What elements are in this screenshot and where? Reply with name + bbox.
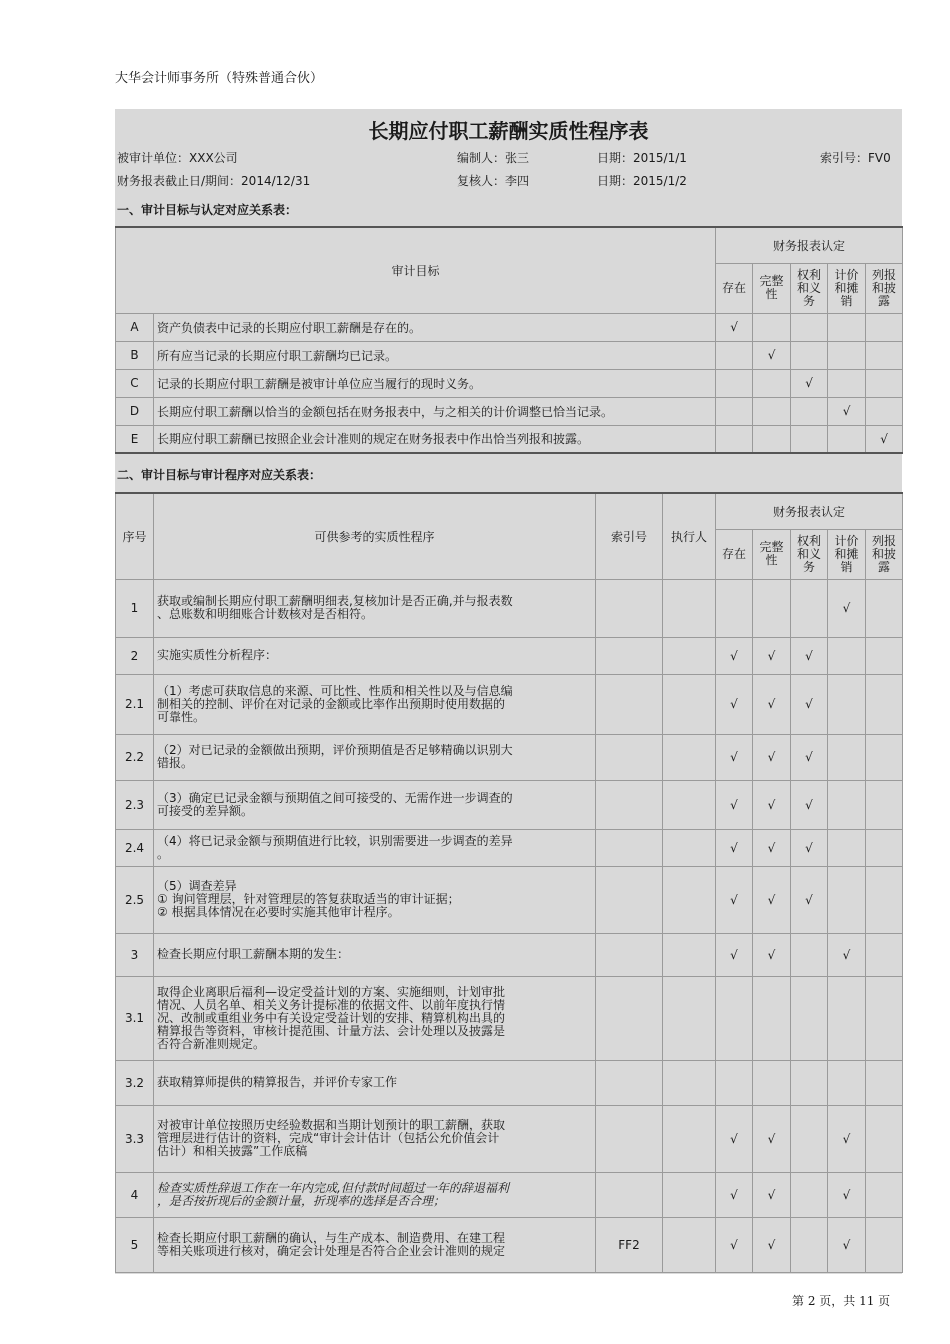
index-label: 索引号：	[820, 151, 869, 165]
check-mark	[791, 976, 828, 1060]
procedure-row	[116, 1105, 903, 1172]
date1-value: 2015/1/1	[633, 151, 687, 165]
check-mark	[716, 341, 753, 369]
check-mark	[828, 734, 866, 780]
check-mark: √	[753, 933, 791, 976]
check-mark	[828, 341, 866, 369]
procedure-ref	[596, 976, 663, 1060]
performer-header: 执行人	[663, 493, 716, 579]
assertion-col-header: 列报 和披 露	[866, 529, 903, 579]
check-mark	[791, 579, 828, 637]
check-mark: √	[716, 780, 753, 829]
procedure-no: 5	[116, 1217, 154, 1272]
procedure-row	[116, 579, 903, 637]
assertions-header: 财务报表认定	[716, 227, 903, 263]
check-mark: √	[791, 674, 828, 734]
objective-text: 记录的长期应付职工薪酬是被审计单位应当履行的现时义务。	[154, 369, 716, 397]
check-mark	[716, 425, 753, 453]
reviewer-value: 李四	[505, 174, 530, 188]
check-mark	[716, 579, 753, 637]
objective-code: B	[116, 341, 154, 369]
date1-label: 日期：	[597, 151, 634, 165]
check-mark: √	[716, 866, 753, 933]
check-mark: √	[791, 369, 828, 397]
check-mark	[828, 425, 866, 453]
procedure-row	[116, 976, 903, 1060]
check-mark	[866, 313, 903, 341]
assertion-col-header: 权利 和义 务	[791, 263, 828, 313]
objective-text: 长期应付职工薪酬已按照企业会计准则的规定在财务报表中作出恰当列报和披露。	[154, 425, 716, 453]
assertion-col-header: 计价 和摊 销	[828, 529, 866, 579]
objective-row	[116, 397, 903, 425]
procedure-performer	[663, 780, 716, 829]
objective-code: C	[116, 369, 154, 397]
procedure-performer	[663, 1217, 716, 1272]
check-mark	[866, 976, 903, 1060]
procedure-performer	[663, 674, 716, 734]
check-mark	[866, 341, 903, 369]
check-mark: √	[753, 341, 791, 369]
check-mark	[828, 829, 866, 866]
procedure-text: 实施实质性分析程序：	[154, 637, 596, 674]
index-value: FV0	[868, 151, 891, 165]
check-mark: √	[828, 933, 866, 976]
procedure-no: 3.1	[116, 976, 154, 1060]
check-mark	[791, 397, 828, 425]
check-mark: √	[716, 674, 753, 734]
procedure-ref	[596, 637, 663, 674]
procedure-performer	[663, 579, 716, 637]
check-mark	[828, 1060, 866, 1105]
page-footer: 第 2 页，共 11 页	[792, 1294, 891, 1308]
procedure-row	[116, 674, 903, 734]
page-title: 长期应付职工薪酬实质性程序表	[368, 119, 649, 143]
reviewer-label: 复核人：	[457, 174, 506, 188]
check-mark	[791, 1172, 828, 1217]
check-mark: √	[753, 829, 791, 866]
check-mark: √	[716, 1105, 753, 1172]
procedure-no: 1	[116, 579, 154, 637]
check-mark	[753, 976, 791, 1060]
procedure-performer	[663, 829, 716, 866]
check-mark: √	[828, 397, 866, 425]
check-mark	[716, 1060, 753, 1105]
check-mark: √	[791, 780, 828, 829]
check-mark: √	[753, 1172, 791, 1217]
procedure-text: 取得企业离职后福利—设定受益计划的方案、实施细则，计划审批 情况、人员名单、相关义务计提标准的依据文件、以前年度执行情 况、改制或重组业务中有关设定受益计划的安排、精算机构出具的 精算报告等资料，审核计提范围、计量方法、会计处理以及披露是 否符合新准则规定。	[154, 976, 596, 1060]
check-mark	[828, 369, 866, 397]
procedure-ref	[596, 674, 663, 734]
date2-label: 日期：	[597, 174, 634, 188]
procedure-ref	[596, 829, 663, 866]
assertion-col-header: 列报 和披 露	[866, 263, 903, 313]
procedure-header: 可供参考的实质性程序	[154, 493, 596, 579]
client-label: 被审计单位：	[117, 151, 190, 165]
period-field	[117, 172, 310, 189]
procedure-no: 3	[116, 933, 154, 976]
preparer-label: 编制人：	[457, 151, 506, 165]
assertions-header-2: 财务报表认定	[716, 493, 903, 529]
check-mark	[716, 369, 753, 397]
procedure-ref	[596, 1060, 663, 1105]
check-mark	[866, 1172, 903, 1217]
objective-text: 所有应当记录的长期应付职工薪酬均已记录。	[154, 341, 716, 369]
objective-text: 长期应付职工薪酬以恰当的金额包括在财务报表中，与之相关的计价调整已恰当记录。	[154, 397, 716, 425]
date2-value: 2015/1/2	[633, 174, 687, 188]
procedure-no: 4	[116, 1172, 154, 1217]
check-mark	[828, 313, 866, 341]
procedure-row	[116, 829, 903, 866]
check-mark: √	[753, 637, 791, 674]
date1-field	[597, 149, 687, 166]
check-mark: √	[753, 1217, 791, 1272]
procedure-row	[116, 1060, 903, 1105]
procedure-text: 获取或编制长期应付职工薪酬明细表,复核加计是否正确,并与报表数 、总账数和明细账合计数核对是否相符。	[154, 579, 596, 637]
check-mark: √	[753, 734, 791, 780]
procedure-no: 2.2	[116, 734, 154, 780]
section2-title: 二、审计目标与审计程序对应关系表：	[117, 468, 322, 482]
procedure-text: 检查实质性辞退工作在一年内完成,但付款时间超过一年的辞退福利 ，是否按折现后的金额计量，折现率的选择是否合理；	[154, 1172, 596, 1217]
check-mark: √	[716, 734, 753, 780]
check-mark: √	[866, 425, 903, 453]
check-mark: √	[753, 674, 791, 734]
client-value: XXX公司	[189, 151, 238, 165]
procedure-no: 3.3	[116, 1105, 154, 1172]
check-mark	[866, 933, 903, 976]
check-mark	[828, 976, 866, 1060]
objective-row	[116, 369, 903, 397]
reviewer-field	[457, 172, 529, 189]
procedure-performer	[663, 933, 716, 976]
check-mark	[866, 1217, 903, 1272]
procedure-text: （1）考虑可获取信息的来源、可比性、性质和相关性以及与信息编 制相关的控制、评价在对记录的金额或比率作出预期时使用数据的 可靠性。	[154, 674, 596, 734]
check-mark	[866, 866, 903, 933]
date2-field	[597, 172, 687, 189]
procedure-no: 2.4	[116, 829, 154, 866]
client-field	[117, 149, 238, 166]
assertion-col-header: 存在	[716, 263, 753, 313]
procedure-no: 3.2	[116, 1060, 154, 1105]
check-mark	[716, 976, 753, 1060]
check-mark	[791, 1060, 828, 1105]
procedure-performer	[663, 1105, 716, 1172]
procedure-row	[116, 780, 903, 829]
check-mark: √	[716, 829, 753, 866]
check-mark	[753, 1060, 791, 1105]
check-mark: √	[828, 579, 866, 637]
assertion-col-header: 完整 性	[753, 529, 791, 579]
procedure-ref	[596, 734, 663, 780]
procedure-no: 2.5	[116, 866, 154, 933]
check-mark: √	[791, 866, 828, 933]
procedure-row	[116, 734, 903, 780]
procedure-ref	[596, 933, 663, 976]
check-mark	[753, 425, 791, 453]
procedure-no: 2	[116, 637, 154, 674]
period-label: 财务报表截止日/期间：	[117, 174, 242, 188]
check-mark	[791, 313, 828, 341]
procedure-no: 2.1	[116, 674, 154, 734]
check-mark: √	[716, 1172, 753, 1217]
procedure-performer	[663, 637, 716, 674]
check-mark	[828, 780, 866, 829]
check-mark	[866, 579, 903, 637]
procedure-text: 检查长期应付职工薪酬的确认，与生产成本、制造费用、在建工程 等相关账项进行核对，确定会计处理是否符合企业会计准则的规定	[154, 1217, 596, 1272]
objective-row	[116, 341, 903, 369]
procedure-text: （2）对已记录的金额做出预期，评价预期值是否足够精确以识别大 错报。	[154, 734, 596, 780]
procedure-text: 检查长期应付职工薪酬本期的发生：	[154, 933, 596, 976]
check-mark	[828, 637, 866, 674]
check-mark: √	[828, 1172, 866, 1217]
procedure-ref: FF2	[596, 1217, 663, 1272]
check-mark: √	[753, 866, 791, 933]
check-mark	[866, 734, 903, 780]
check-mark	[828, 866, 866, 933]
check-mark	[866, 780, 903, 829]
procedure-text: （4）将已记录金额与预期值进行比较，识别需要进一步调查的差异 。	[154, 829, 596, 866]
assertion-col-header: 权利 和义 务	[791, 529, 828, 579]
no-header: 序号	[116, 493, 154, 579]
procedure-performer	[663, 1172, 716, 1217]
procedure-ref	[596, 866, 663, 933]
procedure-row	[116, 637, 903, 674]
procedure-ref	[596, 579, 663, 637]
check-mark: √	[791, 734, 828, 780]
objective-code: E	[116, 425, 154, 453]
section1-title: 一、审计目标与认定对应关系表：	[117, 203, 298, 217]
check-mark: √	[753, 780, 791, 829]
check-mark: √	[828, 1217, 866, 1272]
procedure-text: （3）确定已记录金额与预期值之间可接受的、无需作进一步调查的 可接受的差异额。	[154, 780, 596, 829]
check-mark	[866, 1060, 903, 1105]
check-mark	[791, 1217, 828, 1272]
check-mark	[866, 674, 903, 734]
check-mark: √	[828, 1105, 866, 1172]
objective-code: A	[116, 313, 154, 341]
procedure-performer	[663, 866, 716, 933]
preparer-value: 张三	[505, 151, 530, 165]
objective-code: D	[116, 397, 154, 425]
check-mark	[866, 397, 903, 425]
procedure-performer	[663, 734, 716, 780]
objective-header: 审计目标	[116, 227, 716, 313]
procedure-no: 2.3	[116, 780, 154, 829]
procedure-row	[116, 1172, 903, 1217]
check-mark	[791, 933, 828, 976]
procedure-row	[116, 866, 903, 933]
firm-name: 大华会计师事务所（特殊普通合伙）	[115, 71, 324, 86]
preparer-field	[457, 149, 529, 166]
procedure-ref	[596, 1105, 663, 1172]
assertion-col-header: 完整 性	[753, 263, 791, 313]
procedure-ref	[596, 780, 663, 829]
check-mark: √	[716, 933, 753, 976]
procedure-performer	[663, 976, 716, 1060]
check-mark	[791, 425, 828, 453]
objective-assertion-table	[115, 226, 903, 454]
check-mark	[753, 397, 791, 425]
check-mark: √	[716, 637, 753, 674]
check-mark	[791, 341, 828, 369]
check-mark	[866, 369, 903, 397]
check-mark: √	[716, 313, 753, 341]
check-mark: √	[716, 1217, 753, 1272]
period-value: 2014/12/31	[241, 174, 311, 188]
check-mark: √	[753, 1105, 791, 1172]
objective-procedure-table	[115, 492, 903, 1273]
objective-row	[116, 425, 903, 453]
check-mark	[866, 829, 903, 866]
procedure-ref	[596, 1172, 663, 1217]
check-mark	[828, 674, 866, 734]
procedure-row	[116, 933, 903, 976]
procedure-text: 获取精算师提供的精算报告，并评价专家工作	[154, 1060, 596, 1105]
check-mark	[791, 1105, 828, 1172]
check-mark	[866, 637, 903, 674]
check-mark: √	[791, 637, 828, 674]
objective-row	[116, 313, 903, 341]
procedure-text: （5）调查差异 ① 询问管理层，针对管理层的答复获取适当的审计证据； ② 根据具体情况在必要时实施其他审计程序。	[154, 866, 596, 933]
objective-text: 资产负债表中记录的长期应付职工薪酬是存在的。	[154, 313, 716, 341]
check-mark	[753, 579, 791, 637]
assertion-col-header: 计价 和摊 销	[828, 263, 866, 313]
check-mark	[716, 397, 753, 425]
check-mark	[753, 313, 791, 341]
index-field	[820, 149, 891, 166]
ref-header: 索引号	[596, 493, 663, 579]
assertion-col-header: 存在	[716, 529, 753, 579]
procedure-row	[116, 1217, 903, 1272]
check-mark: √	[791, 829, 828, 866]
procedure-text: 对被审计单位按照历史经验数据和当期计划预计的职工薪酬，获取 管理层进行估计的资料，完成“审计会计估计（包括公允价值会计 估计）和相关披露”工作底稿	[154, 1105, 596, 1172]
worksheet	[115, 109, 902, 1274]
procedure-performer	[663, 1060, 716, 1105]
check-mark	[866, 1105, 903, 1172]
check-mark	[753, 369, 791, 397]
